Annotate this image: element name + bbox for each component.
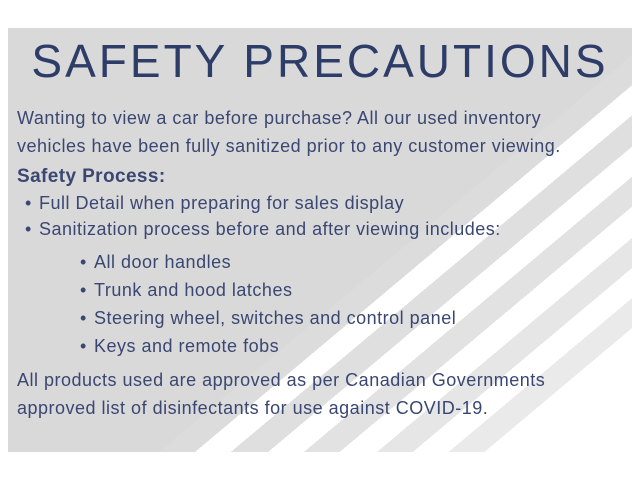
list-item [25,190,501,216]
bullet-label: Trunk and hood latches [94,280,293,300]
bullet-dot: • [80,308,87,328]
bullet-label: Steering wheel, switches and control panel [94,308,457,328]
intro-line: vehicles have been fully sanitized prior to any customer viewing. [17,136,561,156]
bullet-dot: • [80,280,87,300]
process-bullet-list [25,190,501,242]
list-item [80,304,456,332]
list-item [80,248,456,276]
page-title: SAFETY PRECAUTIONS [31,35,609,87]
bullet-dot: • [25,219,32,239]
flyer-content [8,28,632,452]
bullet-dot: • [80,336,87,356]
footer-paragraph [17,366,545,422]
footer-line: approved list of disinfectants for use against COVID-19. [17,398,489,418]
intro-line: Wanting to view a car before purchase? All our used inventory [17,108,542,128]
bullet-dot: • [80,252,87,272]
bullet-label: All door handles [94,252,232,272]
process-heading: Safety Process: [17,166,166,187]
list-item [80,276,456,304]
list-item [25,216,501,242]
list-item [80,332,456,360]
bullet-dot: • [25,193,32,213]
sub-bullet-list [80,248,456,360]
footer-line: All products used are approved as per Canadian Governments [17,370,546,390]
bullet-label: Full Detail when preparing for sales display [39,193,405,213]
flyer-panel [8,28,632,452]
bullet-label: Keys and remote fobs [94,336,280,356]
intro-paragraph [17,104,561,160]
bullet-label: Sanitization process before and after viewing includes: [39,219,501,239]
